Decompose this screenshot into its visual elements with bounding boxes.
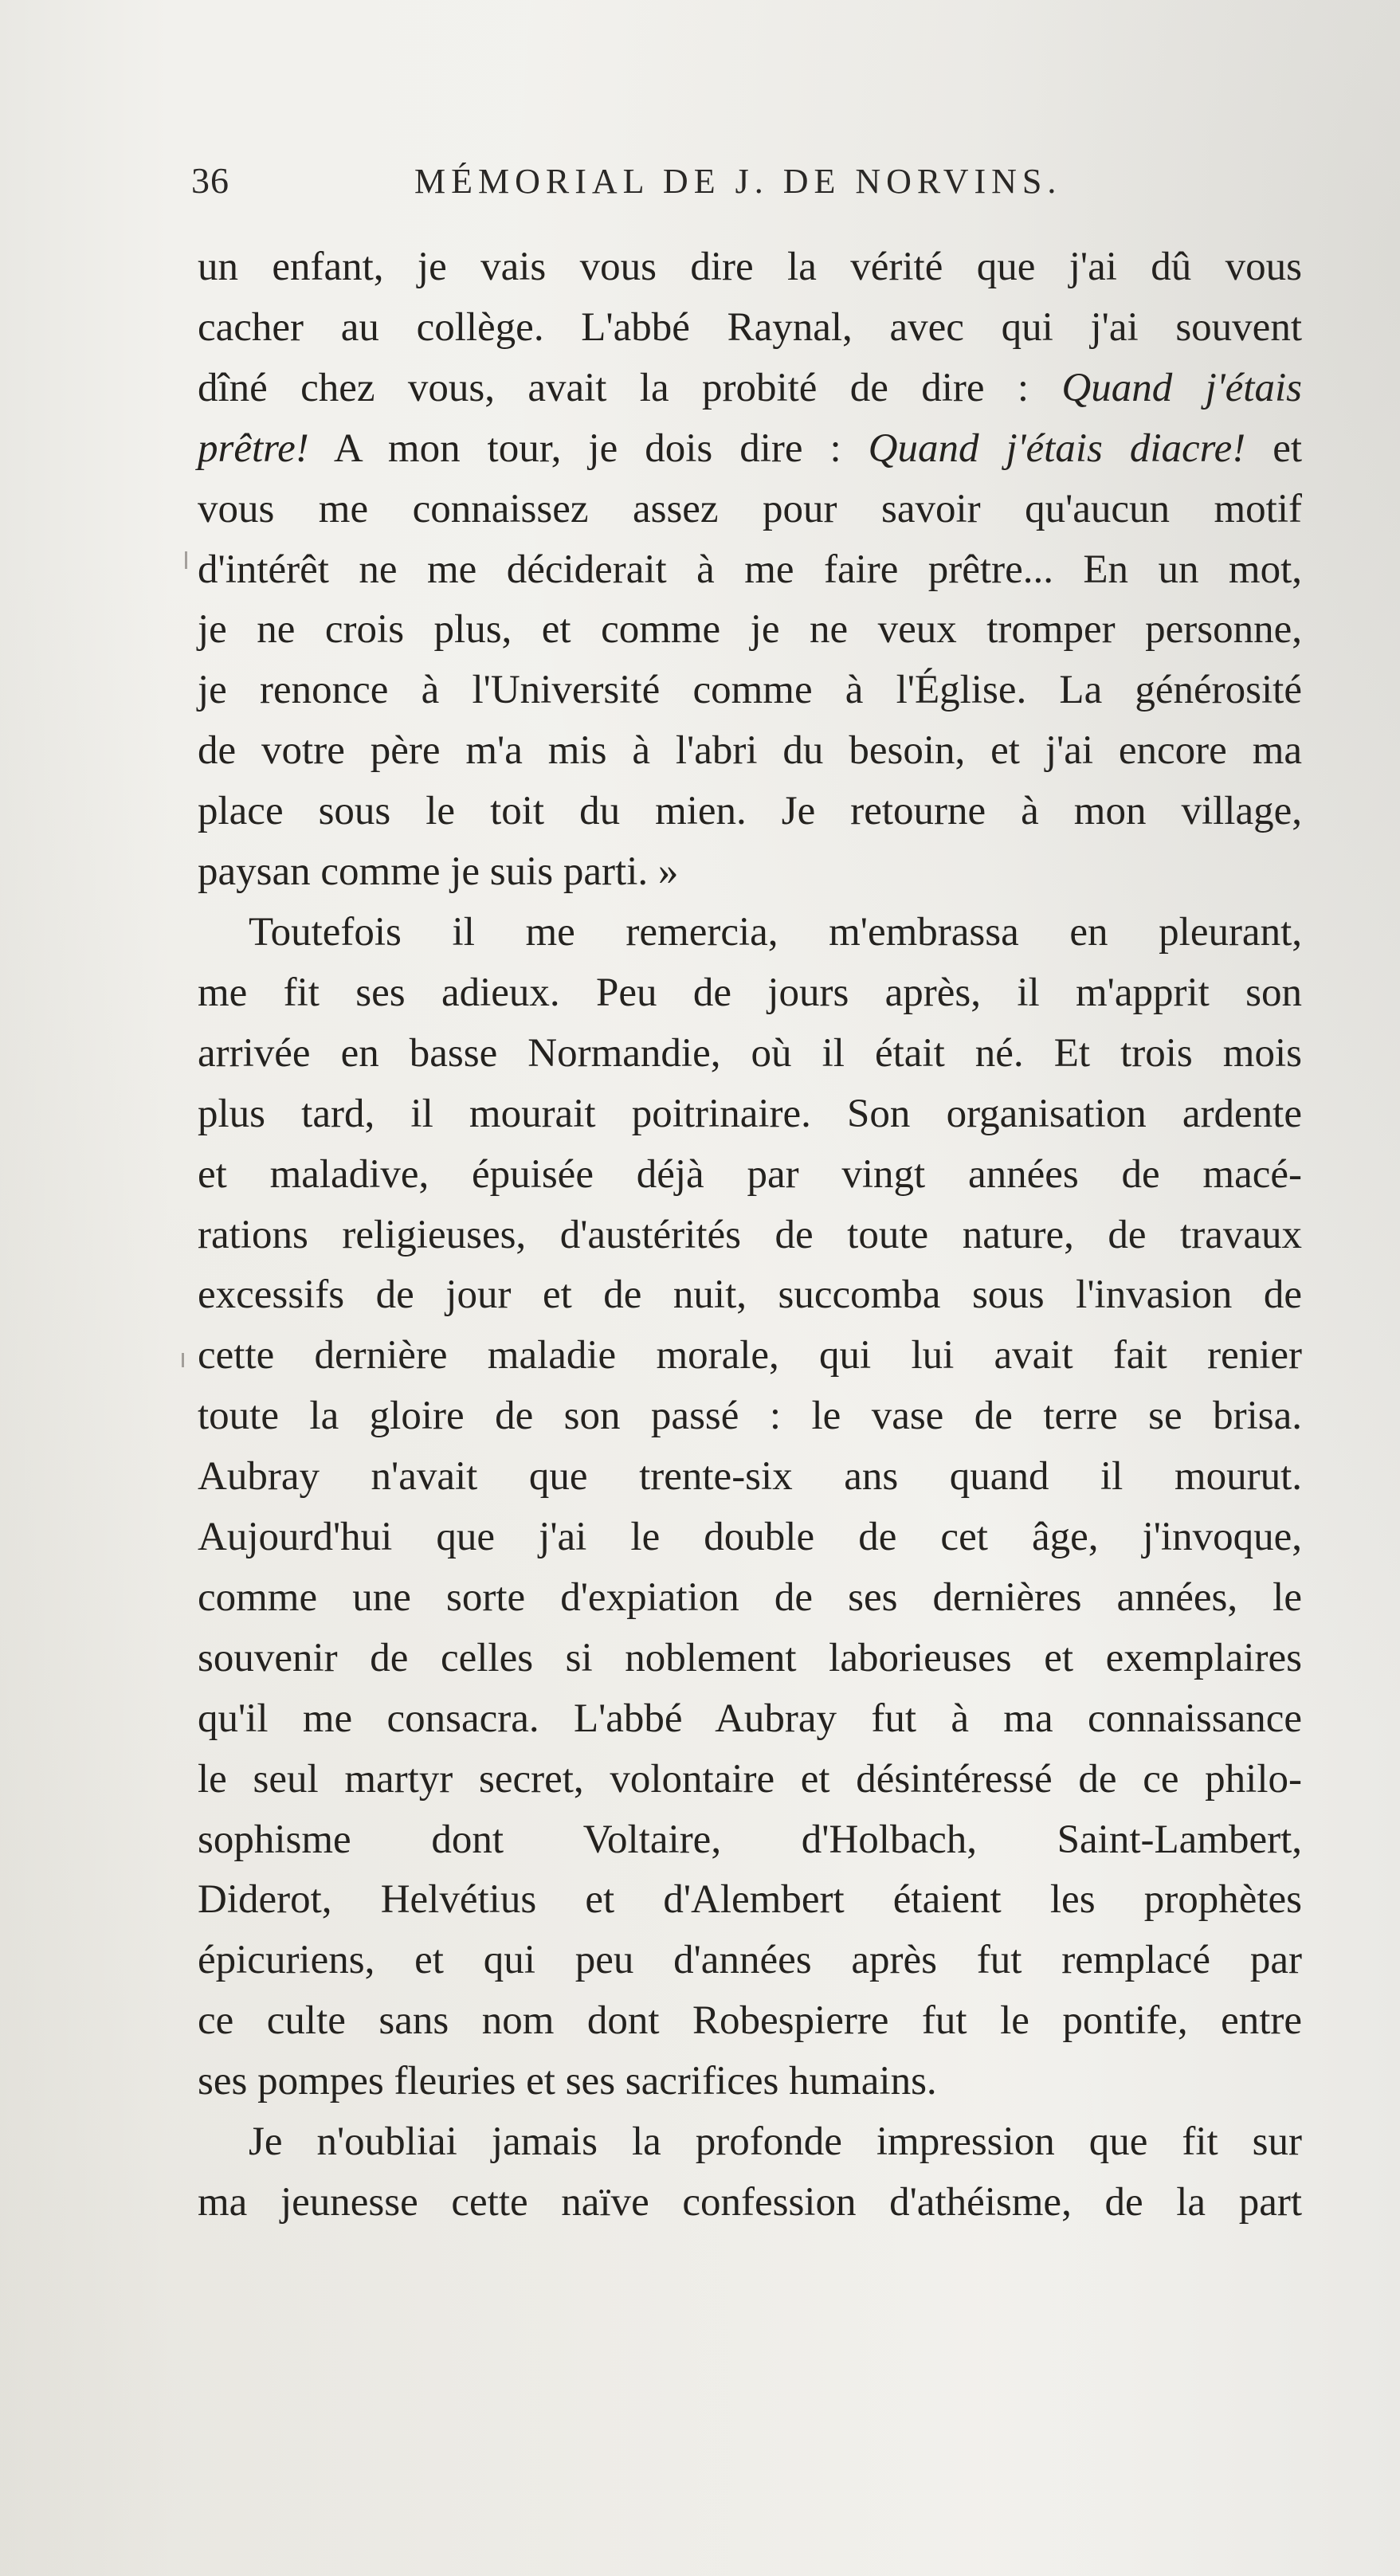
italic-quote: Quand j'étais diacre!: [868, 425, 1246, 471]
text-line: arrivée en basse Normandie, où il était né. Et trois mois: [198, 1030, 1302, 1076]
text-line: ma jeunesse cette naïve confession d'athéisme, de la part: [198, 2180, 1302, 2225]
text-line: rations religieuses, d'austérités de toute nature, de travaux: [198, 1212, 1302, 1257]
paragraph-1: [198, 237, 1302, 903]
text-line: d'intérêt ne me déciderait à me faire prêtre... En un mot,: [198, 547, 1302, 592]
text-line: paysan comme je suis parti. »: [198, 849, 679, 895]
text-line: Je n'oubliai jamais la profonde impression que fit sur: [249, 2119, 1302, 2165]
text-line: Aujourd'hui que j'ai le double de cet âge, j'invoque,: [198, 1515, 1302, 1560]
text-line: épicuriens, et qui peu d'années après fut remplacé par: [198, 1938, 1302, 1983]
running-title: MÉMORIAL DE J. DE NORVINS.: [414, 162, 1062, 201]
text-line: sophisme dont Voltaire, d'Holbach, Saint-Lambert,: [198, 1817, 1302, 1862]
text-line: ce culte sans nom dont Robespierre fut le pontife, entre: [198, 1998, 1302, 2044]
page-number: 36: [191, 160, 229, 201]
text-line: toute la gloire de son passé : le vase de terre se brisa.: [198, 1394, 1302, 1439]
text-line: et maladive, épuisée déjà par vingt années de macé-: [198, 1151, 1302, 1197]
text-line: me fit ses adieux. Peu de jours après, il m'apprit son: [198, 970, 1302, 1015]
paragraph-3: [198, 2112, 1302, 2233]
text-line: [198, 419, 1302, 480]
text-line: vous me connaissez assez pour savoir qu'aucun motif: [198, 486, 1302, 531]
text-line: qu'il me consacra. L'abbé Aubray fut à ma connaissance: [198, 1696, 1302, 1741]
body-text: [198, 237, 1302, 2233]
italic-quote: Quand j'étais: [1061, 365, 1302, 410]
text-line: cette dernière maladie morale, qui lui avait fait renier: [198, 1333, 1302, 1378]
italic-quote: prêtre!: [198, 425, 309, 471]
text-line: excessifs de jour et de nuit, succomba sous l'invasion de: [198, 1272, 1302, 1318]
text-line: Diderot, Helvétius et d'Alembert étaient les prophètes: [198, 1877, 1302, 1923]
text-line: Aubray n'avait que trente-six ans quand il mourut.: [198, 1454, 1302, 1500]
margin-mark: [185, 551, 187, 569]
running-head: [191, 159, 1307, 215]
text-line: ses pompes fleuries et ses sacrifices humains.: [198, 2059, 937, 2104]
text-run: dîné chez vous, avait la probité de dire :: [198, 365, 1029, 410]
text-line: place sous le toit du mien. Je retourne à mon village,: [198, 789, 1302, 834]
text-line: Toutefois il me remercia, m'embrassa en pleurant,: [249, 909, 1302, 955]
text-line: le seul martyr secret, volontaire et désintéressé de ce philo-: [198, 1756, 1302, 1802]
paragraph-2: [198, 903, 1302, 2112]
text-line: je renonce à l'Université comme à l'Église. La générosité: [198, 668, 1302, 713]
text-line: cacher au collège. L'abbé Raynal, avec qui j'ai souvent: [198, 304, 1302, 350]
text-run: et: [1273, 425, 1302, 471]
text-line: de votre père m'a mis à l'abri du besoin, et j'ai encore ma: [198, 728, 1302, 774]
text-run: A mon tour, je dois dire :: [333, 425, 841, 471]
text-line: souvenir de celles si noblement laborieuses et exemplaires: [198, 1635, 1302, 1680]
text-line: un enfant, je vais vous dire la vérité que j'ai dû vous: [198, 245, 1302, 289]
margin-mark: [182, 1353, 184, 1367]
text-line: comme une sorte d'expiation de ses dernières années, le: [198, 1574, 1302, 1620]
text-line: plus tard, il mourait poitrinaire. Son organisation ardente: [198, 1091, 1302, 1136]
text-line: je ne crois plus, et comme je ne veux tromper personne,: [198, 607, 1302, 653]
text-line: [198, 359, 1302, 419]
